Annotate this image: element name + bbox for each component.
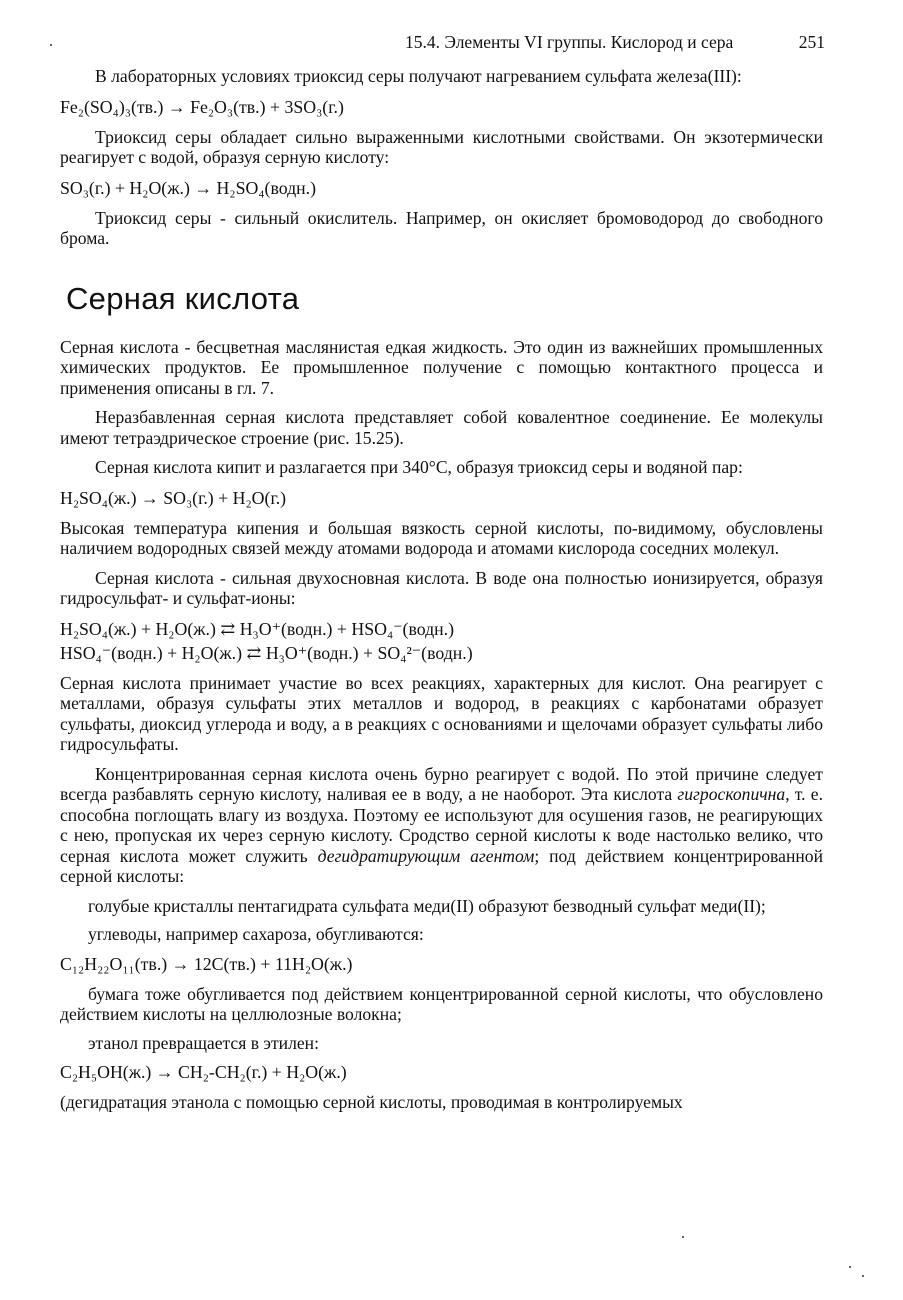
paragraph: Серная кислота - бесцветная маслянистая едкая жидкость. Это один из важнейших промышленных химических продуктов. Ее промышленное получение с помощью контактного процесса и применения описаны в гл. 7. xyxy=(60,336,823,398)
paragraph-text: ; под действием концентрированной серной кислоты: xyxy=(60,845,823,886)
running-header xyxy=(405,30,825,54)
list-item: этанол превращается в этилен: xyxy=(88,1032,319,1053)
equation: HSO₄⁻(водн.) + H₂O(ж.) ⇄ H₃O⁺(водн.) + SO₄²⁻(водн.) xyxy=(60,642,473,663)
page-number: 251 xyxy=(798,32,825,52)
paragraph: Триоксид серы обладает сильно выраженными кислотными свойствами. Он экзотермически реагирует с водой, образуя серную кислоту: xyxy=(60,126,823,167)
equation: H₂SO₄(ж.) + H₂O(ж.) ⇄ H₃O⁺(водн.) + HSO₄⁻(водн.) xyxy=(60,618,455,639)
equation: SO₃(г.) + H₂O(ж.) → H₂SO₄(водн.) xyxy=(60,177,317,198)
paragraph: Высокая температура кипения и большая вязкость серной кислоты, по-видимому, обусловлены наличием водородных связей между атомами водорода и атомами кислорода соседних молекул. xyxy=(60,517,823,558)
scan-speck xyxy=(682,1236,684,1238)
paragraph: Серная кислота кипит и разлагается при 340°С, образуя триоксид серы и водяной пар: xyxy=(95,457,743,477)
list-item: бумага тоже обугливается под действием концентрированной серной кислоты, что обусловлено действием кислоты на целлюлозные волокна; xyxy=(60,983,823,1024)
page-content xyxy=(60,66,823,1122)
paragraph: Триоксид серы - сильный окислитель. Например, он окисляет бромоводород до свободного брома. xyxy=(60,207,823,248)
paragraph: Неразбавленная серная кислота представляет собой ковалентное соединение. Ее молекулы имеют тетраэдрическое строение (рис. 15.25). xyxy=(60,407,823,448)
equation: Fe₂(SO₄)₃(тв.) → Fe₂O₃(тв.) + 3SO₃(г.) xyxy=(60,96,344,117)
paragraph-text: Концентрированная серная кислота очень бурно реагирует с водой. По этой причине следует всегда разбавлять серную кислоту, наливая ее в воду, а не наоборот. Эта кислота xyxy=(60,763,823,804)
scan-speck xyxy=(862,1275,864,1277)
paragraph-text: , т. е. способна поглощать влагу из воздуха. Поэтому ее используют для осушения газов, не реагирующих с нею, пропуская их через серную кислоту. Сродство серной кислоты к воде настолько велико, что серная кислота может служить xyxy=(60,784,823,866)
paragraph: В лабораторных условиях триоксид серы получают нагреванием сульфата железа(III): xyxy=(95,66,742,86)
equation: C₂H₅OH(ж.) → CH₂-CH₂(г.) + H₂O(ж.) xyxy=(60,1062,347,1082)
section-heading: Серная кислота xyxy=(66,280,300,316)
paragraph: Серная кислота принимает участие во всех реакциях, характерных для кислот. Она реагирует с металлами, образуя сульфаты этих металлов и водород, в реакциях с карбонатами образует сульфаты, диоксид углерода и воду, а в реакциях с основаниями и щелочами образует сульфаты либо гидросульфаты. xyxy=(60,672,823,754)
emphasis-term: дегидратирующим агентом xyxy=(317,845,535,866)
scan-speck xyxy=(849,1266,851,1268)
paragraph: Серная кислота - сильная двухосновная кислота. В воде она полностью ионизируется, образуя гидросульфат- и сульфат-ионы: xyxy=(60,567,823,608)
equation: H₂SO₄(ж.) → SO₃(г.) + H₂O(г.) xyxy=(60,487,287,508)
equation: C₁₂H₂₂O₁₁(тв.) → 12C(тв.) + 11H₂O(ж.) xyxy=(60,953,353,974)
scan-speck xyxy=(50,44,52,46)
paragraph xyxy=(60,764,823,887)
paragraph: (дегидратация этанола с помощью серной кислоты, проводимая в контролируемых xyxy=(60,1092,683,1112)
emphasis-term: гигроскопична xyxy=(677,784,786,804)
list-item: углеводы, например сахароза, обугливаются: xyxy=(88,924,424,944)
list-item: голубые кристаллы пентагидрата сульфата меди(II) образуют безводный сульфат меди(II); xyxy=(88,895,766,916)
header-title: 15.4. Элементы VI группы. Кислород и сера xyxy=(405,32,734,52)
